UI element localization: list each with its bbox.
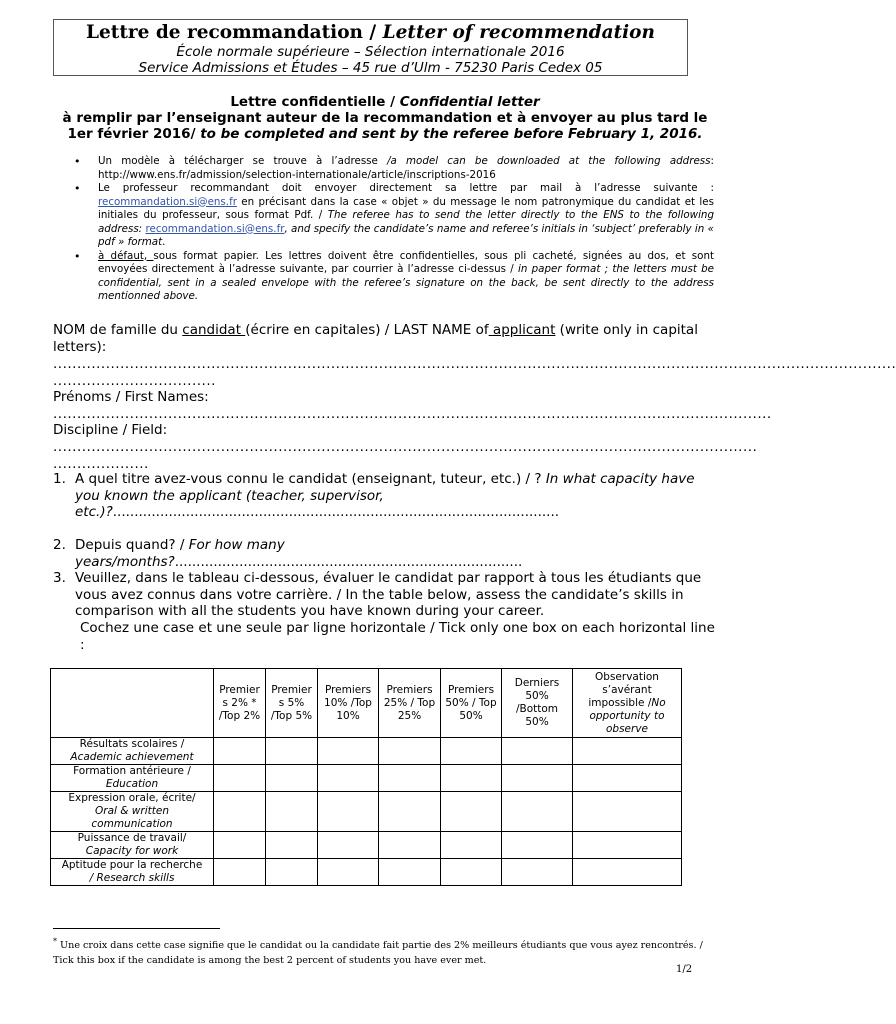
question-3: 3. Veuillez, dans le tableau ci-dessous, évaluer le candidat par rapport à tous les étudiants que vous avez connus dans votre carrière. / In the table below, assess the candidate’s skills in comparison with all the students you have known during your career.: [53, 570, 702, 619]
row-label: Aptitude pour la recherche / Research skills: [51, 859, 214, 886]
tick-box[interactable]: [502, 792, 573, 832]
row-label: Expression orale, écrite/ Oral & written communication: [51, 792, 214, 832]
email-link[interactable]: recommandation.si@ens.fr: [98, 195, 237, 208]
document-title: Lettre de recommandation / Letter of recommendation: [86, 22, 655, 43]
tick-box[interactable]: [318, 765, 379, 792]
field-label: Discipline / Field:: [53, 422, 168, 438]
tick-box[interactable]: [502, 765, 573, 792]
row-label: Puissance de travail/ Capacity for work: [51, 832, 214, 859]
tick-box[interactable]: [318, 738, 379, 765]
tick-box[interactable]: [379, 738, 441, 765]
question-1: 1. A quel titre avez-vous connu le candidat (enseignant, tuteur, etc.) / ? In what capacity have you known the applicant (teacher, supervisor, etc.)?........................................................................................................: [53, 471, 695, 520]
row-label: Résultats scolaires / Academic achievement: [51, 738, 214, 765]
tick-box[interactable]: [441, 859, 502, 886]
tick-box[interactable]: [318, 859, 379, 886]
list-item: • Le professeur recommandant doit envoyer directement sa lettre par mail à l’adresse suivante : recommandation.si@ens.fr en précisant dans la case « objet » du message le nom patronymique du candidat et les initiales du professeur, sous format Pdf. / The referee has to send the letter directly to the ENS to the following address: recommandation.si@ens.fr, and specify the candidate’s name and referee’s initials in ‘subject’ preferably in « pdf » format.: [62, 182, 714, 250]
deadline-line: 1er février 2016/ to be completed and sent by the referee before February 1, 2016.: [67, 126, 703, 142]
tick-instruction: Cochez une case et une seule par ligne horizontale / Tick only one box on each horizontal line :: [80, 620, 715, 653]
tick-box[interactable]: [379, 832, 441, 859]
tick-box[interactable]: [502, 859, 573, 886]
tick-box[interactable]: [502, 738, 573, 765]
tick-box[interactable]: [318, 832, 379, 859]
header-top10: Premiers 10% /Top 10%: [318, 669, 379, 738]
tick-box[interactable]: [379, 859, 441, 886]
evaluation-table: [50, 668, 682, 886]
list-item: • Un modèle à télécharger se trouve à l’adresse /a model can be downloaded at the following address: http://www.ens.fr/admission/selection-internationale/article/inscriptions-2016: [62, 155, 714, 182]
field-input[interactable]: ...................................................................................................................................................: [53, 439, 758, 455]
tick-box[interactable]: [573, 832, 682, 859]
tick-box[interactable]: [318, 792, 379, 832]
row-label: Formation antérieure / Education: [51, 765, 214, 792]
last-name-label: NOM de famille du candidat (écrire en capitales) / LAST NAME of applicant (write only in capital letters):: [53, 322, 698, 355]
instruction-line: à remplir par l’enseignant auteur de la recommandation et à envoyer au plus tard le: [62, 110, 708, 126]
table-row: [51, 859, 682, 886]
instructions-list: [62, 155, 714, 304]
header-top2: Premier s 2% * /Top 2%: [214, 669, 266, 738]
table-header-row: [51, 669, 682, 738]
list-item: • à défaut, sous format papier. Les lettres doivent être confidentielles, sous pli cacheté, signées au dos, et sont envoyées directement à l’adresse suivante, par courrier à l’adresse ci-dessus / in paper format ; the letters must be confidential, sent in a sealed envelope with the referee’s signature on the back, be sent directly to the address mentionned above.: [62, 250, 714, 304]
tick-box[interactable]: [441, 765, 502, 792]
footnote: * Une croix dans cette case signifie que le candidat ou la candidate fait partie des 2% meilleurs étudiants que vous ayez rencontrés. / Tick this box if the candidate is among the best 2 percent of students you have ever met.: [53, 937, 703, 967]
tick-box[interactable]: [214, 738, 266, 765]
table-row: [51, 792, 682, 832]
tick-box[interactable]: [573, 738, 682, 765]
header-box: [53, 19, 688, 76]
footnote-separator: [53, 928, 220, 929]
tick-box[interactable]: [573, 859, 682, 886]
first-name-label: Prénoms / First Names:: [53, 389, 209, 405]
tick-box[interactable]: [379, 792, 441, 832]
tick-box[interactable]: [379, 765, 441, 792]
table-row: [51, 738, 682, 765]
tick-box[interactable]: [502, 832, 573, 859]
tick-box[interactable]: [573, 765, 682, 792]
email-link[interactable]: recommandation.si@ens.fr: [145, 222, 285, 235]
field-input-cont[interactable]: ....................: [53, 456, 149, 472]
tick-box[interactable]: [214, 832, 266, 859]
tick-box[interactable]: [441, 792, 502, 832]
header-top50: Premiers 50% / Top 50%: [441, 669, 502, 738]
tick-box[interactable]: [441, 832, 502, 859]
confidential-heading: Lettre confidentielle / Confidential letter: [230, 94, 540, 110]
tick-box[interactable]: [214, 792, 266, 832]
tick-box[interactable]: [441, 738, 502, 765]
header-no-opportunity: Observation s’avérant impossible /No opportunity to observe: [573, 669, 682, 738]
tick-box[interactable]: [266, 765, 318, 792]
table-row: [51, 765, 682, 792]
tick-box[interactable]: [266, 792, 318, 832]
corner-cell: [51, 669, 214, 738]
tick-box[interactable]: [573, 792, 682, 832]
table-row: [51, 832, 682, 859]
last-name-field[interactable]: ................................................................................................................................................................................: [53, 356, 896, 372]
address-line: Service Admissions et Études – 45 rue d’Ulm - 75230 Paris Cedex 05: [138, 60, 603, 76]
last-name-field-cont[interactable]: ..................................: [53, 373, 216, 389]
first-name-field[interactable]: ......................................................................................................................................................: [53, 406, 772, 422]
institution-line: École normale supérieure – Sélection internationale 2016: [176, 44, 565, 60]
header-bottom50: Derniers 50% /Bottom 50%: [502, 669, 573, 738]
tick-box[interactable]: [266, 832, 318, 859]
tick-box[interactable]: [214, 765, 266, 792]
tick-box[interactable]: [266, 859, 318, 886]
header-top25: Premiers 25% / Top 25%: [379, 669, 441, 738]
header-top5: Premier s 5% /Top 5%: [266, 669, 318, 738]
tick-box[interactable]: [266, 738, 318, 765]
question-2: 2. Depuis quand? / For how many years/months?.................................................................................: [53, 537, 523, 570]
page-number: 1/2: [676, 964, 693, 975]
tick-box[interactable]: [214, 859, 266, 886]
